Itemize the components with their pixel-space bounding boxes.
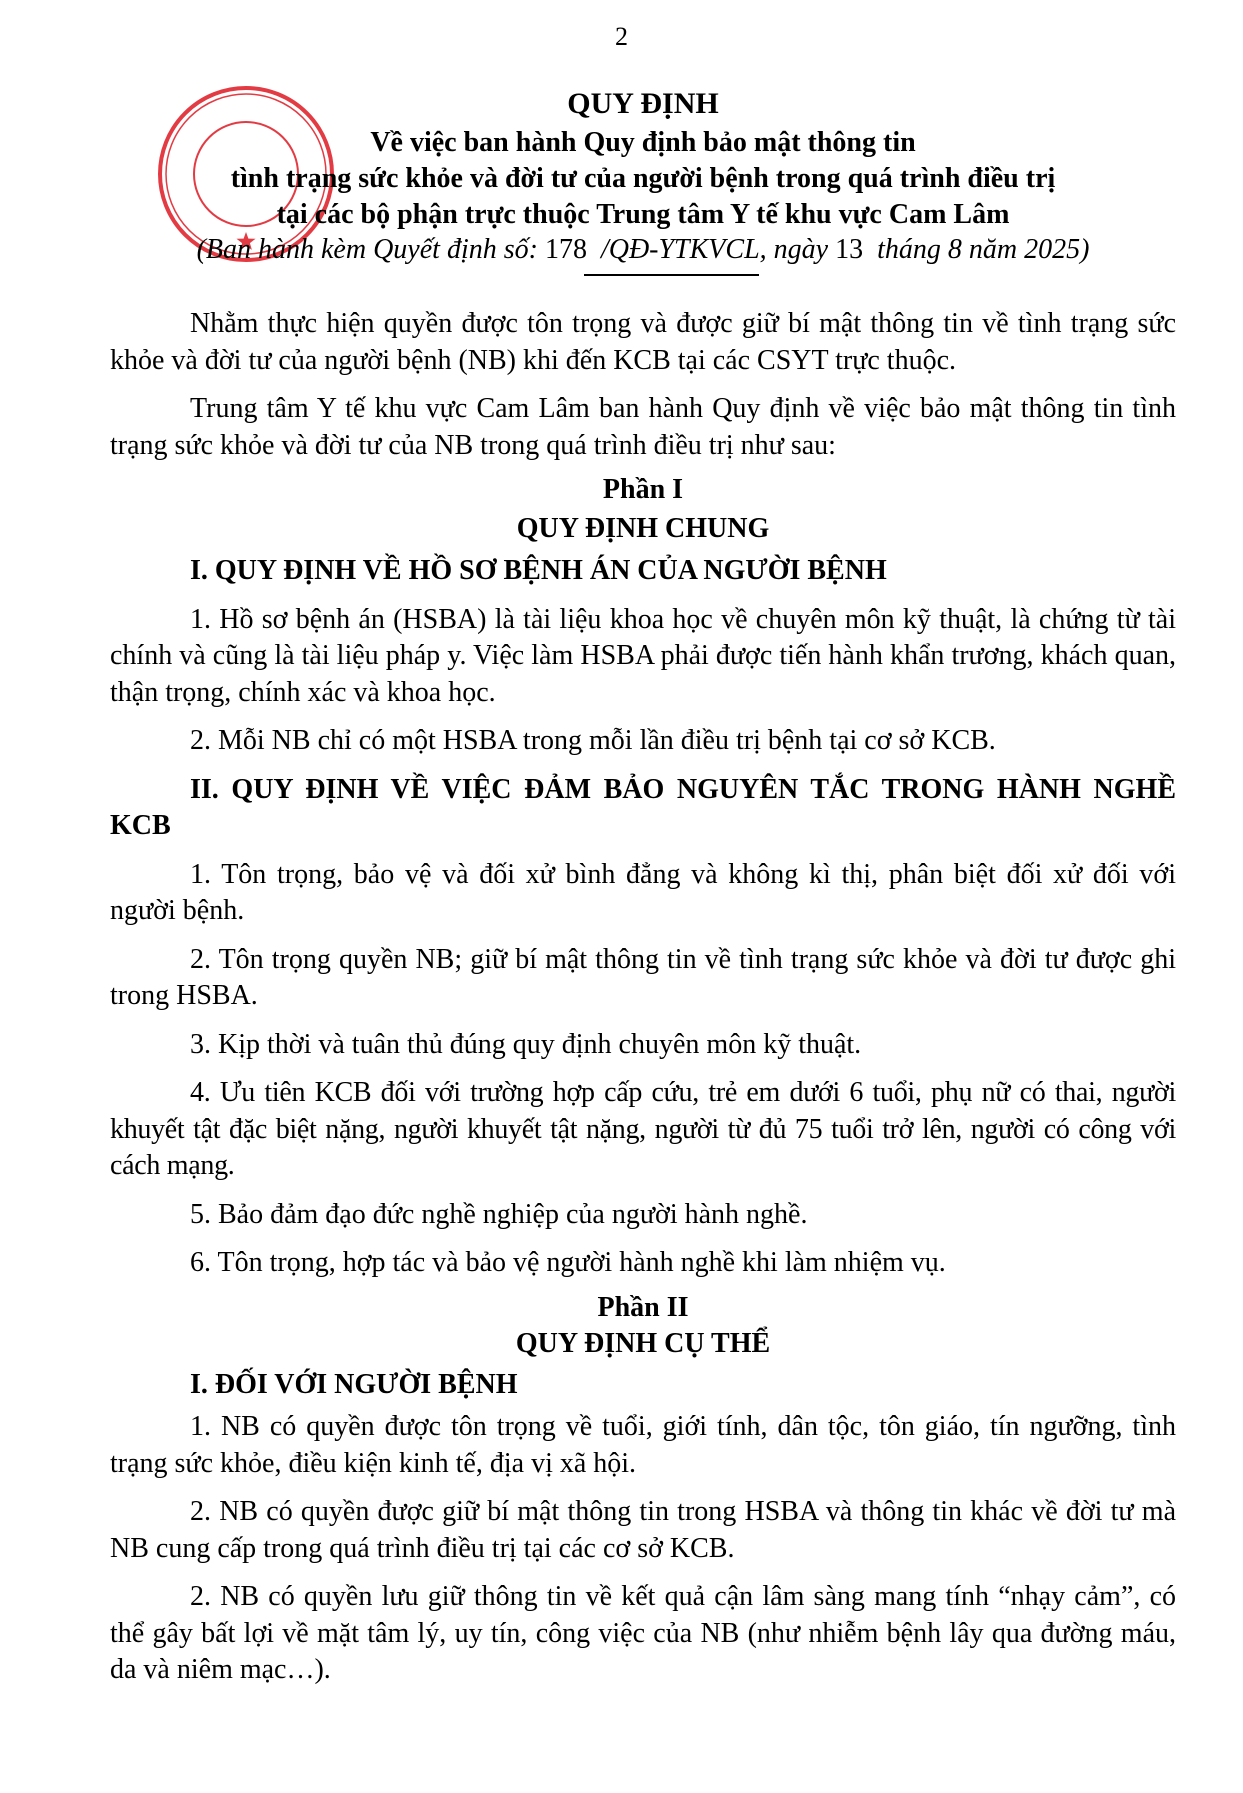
part2-label: Phần II: [597, 1291, 689, 1323]
issued-mid: /QĐ-YTKVCL, ngày: [586, 233, 836, 265]
subtitle-line: tại các bộ phận trực thuộc Trung tâm Y tế khu vực Cam Lâm: [276, 198, 1010, 230]
part2-title: QUY ĐỊNH CỤ THỂ: [515, 1328, 771, 1359]
list-item: 1. NB có quyền được tôn trọng về tuổi, giới tính, dân tộc, tôn giáo, tín ngưỡng, tình trạng sức khỏe, điều kiện kinh tế, địa vị xã hội.: [110, 1411, 1176, 1479]
page-number: 2: [615, 22, 628, 51]
section-heading: I. QUY ĐỊNH VỀ HỒ SƠ BỆNH ÁN CỦA NGƯỜI BỆNH: [190, 555, 887, 586]
list-item: 1. Tôn trọng, bảo vệ và đối xử bình đẳng và không kì thị, phân biệt đối xử đối với người bệnh.: [110, 858, 1176, 926]
decision-number: 178: [544, 233, 587, 265]
section-heading: I. ĐỐI VỚI NGƯỜI BỆNH: [190, 1368, 518, 1400]
issued-prefix: (Ban hành kèm Quyết định số:: [196, 233, 545, 265]
issued-by-line: [110, 232, 1176, 269]
document-title: QUY ĐỊNH: [567, 87, 719, 120]
intro-paragraph: Trung tâm Y tế khu vực Cam Lâm ban hành Quy định về việc bảo mật thông tin tình trạng sức khỏe và đời tư của NB trong quá trình điều trị như sau:: [110, 393, 1176, 461]
list-item: 4. Ưu tiên KCB đối với trường hợp cấp cứu, trẻ em dưới 6 tuổi, phụ nữ có thai, người khuyết tật đặc biệt nặng, người khuyết tật nặng, người từ đủ 75 tuổi trở lên, người có công với cách mạng.: [110, 1077, 1176, 1181]
part1-title: QUY ĐỊNH CHUNG: [516, 512, 770, 544]
list-item: 1. Hồ sơ bệnh án (HSBA) là tài liệu khoa học về chuyên môn kỹ thuật, là chứng từ tài chính và cũng là tài liệu pháp y. Việc làm HSBA phải được tiến hành khẩn trương, khách quan, thận trọng, chính xác và khoa học.: [110, 603, 1176, 708]
intro-paragraph: Nhằm thực hiện quyền được tôn trọng và được giữ bí mật thông tin về tình trạng sức khỏe và đời tư của người bệnh (NB) khi đến KCB tại các CSYT trực thuộc.: [110, 308, 1176, 376]
section-heading: II. QUY ĐỊNH VỀ VIỆC ĐẢM BẢO NGUYÊN TẮC TRONG HÀNH NGHỀ KCB: [110, 773, 1176, 841]
subtitle-line: tình trạng sức khỏe và đời tư của người bệnh trong quá trình điều trị: [230, 162, 1056, 194]
issued-day: 13: [835, 233, 864, 265]
list-item: 2. NB có quyền lưu giữ thông tin về kết quả cận lâm sàng mang tính “nhạy cảm”, có thể gây bất lợi về mặt tâm lý, uy tín, công việc của NB (như nhiễm bệnh lây qua đường máu, da và niêm mạc…).: [110, 1581, 1176, 1685]
list-item: 3. Kịp thời và tuân thủ đúng quy định chuyên môn kỹ thuật.: [190, 1028, 862, 1060]
list-item: 2. Mỗi NB chỉ có một HSBA trong mỗi lần điều trị bệnh tại cơ sở KCB.: [190, 725, 996, 756]
list-item: 6. Tôn trọng, hợp tác và bảo vệ người hành nghề khi làm nhiệm vụ.: [190, 1247, 946, 1278]
list-item: 2. NB có quyền được giữ bí mật thông tin trong HSBA và thông tin khác về đời tư mà NB cung cấp trong quá trình điều trị tại các cơ sở KCB.: [110, 1496, 1176, 1564]
list-item: 5. Bảo đảm đạo đức nghề nghiệp của người hành nghề.: [190, 1198, 808, 1230]
document-body: [110, 86, 1176, 1689]
part1-label: Phần I: [602, 474, 684, 505]
subtitle-line: Về việc ban hành Quy định bảo mật thông tin: [370, 126, 916, 158]
issued-suffix: tháng 8 năm 2025): [863, 233, 1090, 265]
header-divider: [584, 274, 759, 276]
list-item: 2. Tôn trọng quyền NB; giữ bí mật thông tin về tình trạng sức khỏe và đời tư được ghi trong HSBA.: [110, 943, 1176, 1011]
